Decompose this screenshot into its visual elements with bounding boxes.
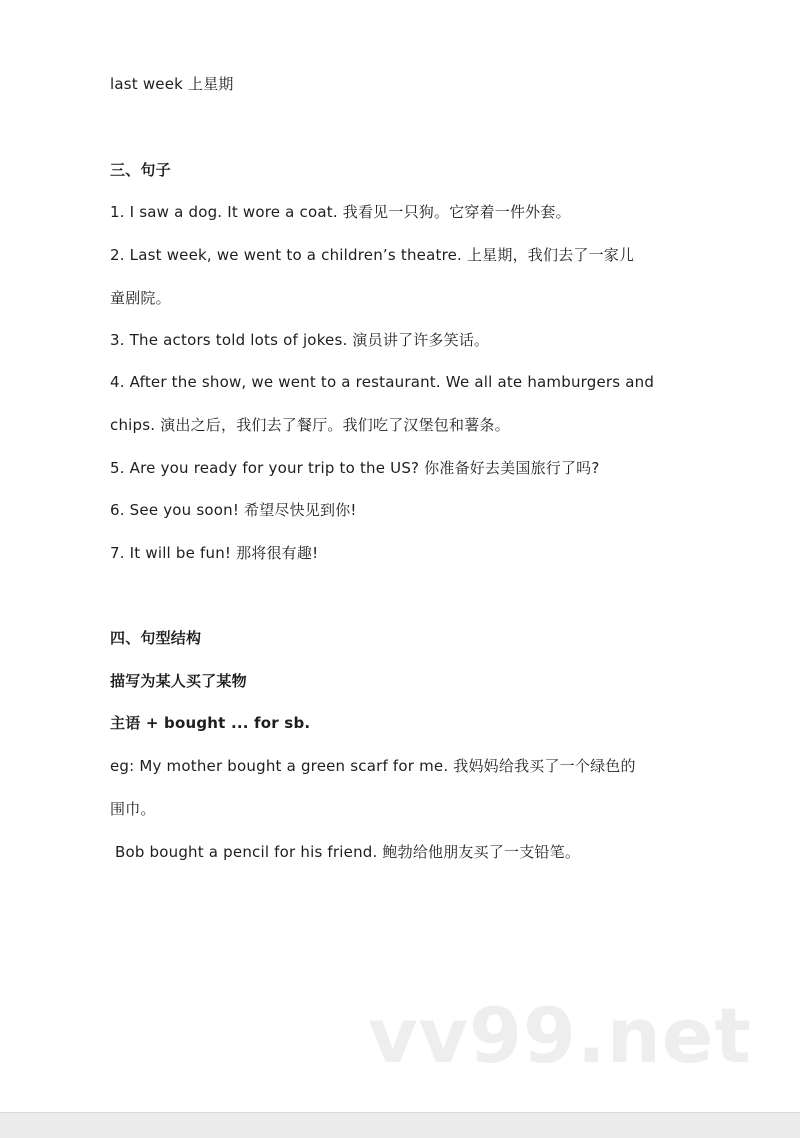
sentence-4-line-2: chips. 演出之后，我们去了餐厅。我们吃了汉堡包和薯条。 bbox=[110, 416, 510, 434]
site-watermark: vv99.net bbox=[368, 991, 752, 1080]
sentence-3: 3. The actors told lots of jokes. 演员讲了许多笑话。 bbox=[110, 331, 490, 349]
sentence-7: 7. It will be fun! 那将很有趣! bbox=[110, 544, 319, 562]
section-4-subtitle: 描写为某人买了某物 bbox=[110, 672, 247, 690]
example-1-line-2: 围巾。 bbox=[110, 800, 156, 818]
sentence-2-line-2: 童剧院。 bbox=[110, 289, 171, 307]
sentence-1: 1. I saw a dog. It wore a coat. 我看见一只狗。它穿着一件外套。 bbox=[110, 203, 571, 221]
sentence-5: 5. Are you ready for your trip to the US? 你准备好去美国旅行了吗? bbox=[110, 459, 600, 477]
page-bottom-strip bbox=[0, 1112, 800, 1138]
sentence-2-line-1: 2. Last week, we went to a children’s theatre. 上星期，我们去了一家儿 bbox=[110, 246, 635, 264]
section-3-title: 三、句子 bbox=[110, 161, 171, 179]
sentence-pattern: 主语 + bought ... for sb. bbox=[110, 714, 311, 732]
section-4-title: 四、句型结构 bbox=[110, 629, 202, 647]
sentence-4-line-1: 4. After the show, we went to a restaurant. We all ate hamburgers and bbox=[110, 373, 655, 391]
example-2: Bob bought a pencil for his friend. 鲍勃给他朋友买了一支铅笔。 bbox=[110, 843, 581, 861]
vocab-last-week: last week 上星期 bbox=[110, 75, 234, 93]
sentence-6: 6. See you soon! 希望尽快见到你! bbox=[110, 501, 357, 519]
example-1-line-1: eg: My mother bought a green scarf for me. 我妈妈给我买了一个绿色的 bbox=[110, 757, 636, 775]
